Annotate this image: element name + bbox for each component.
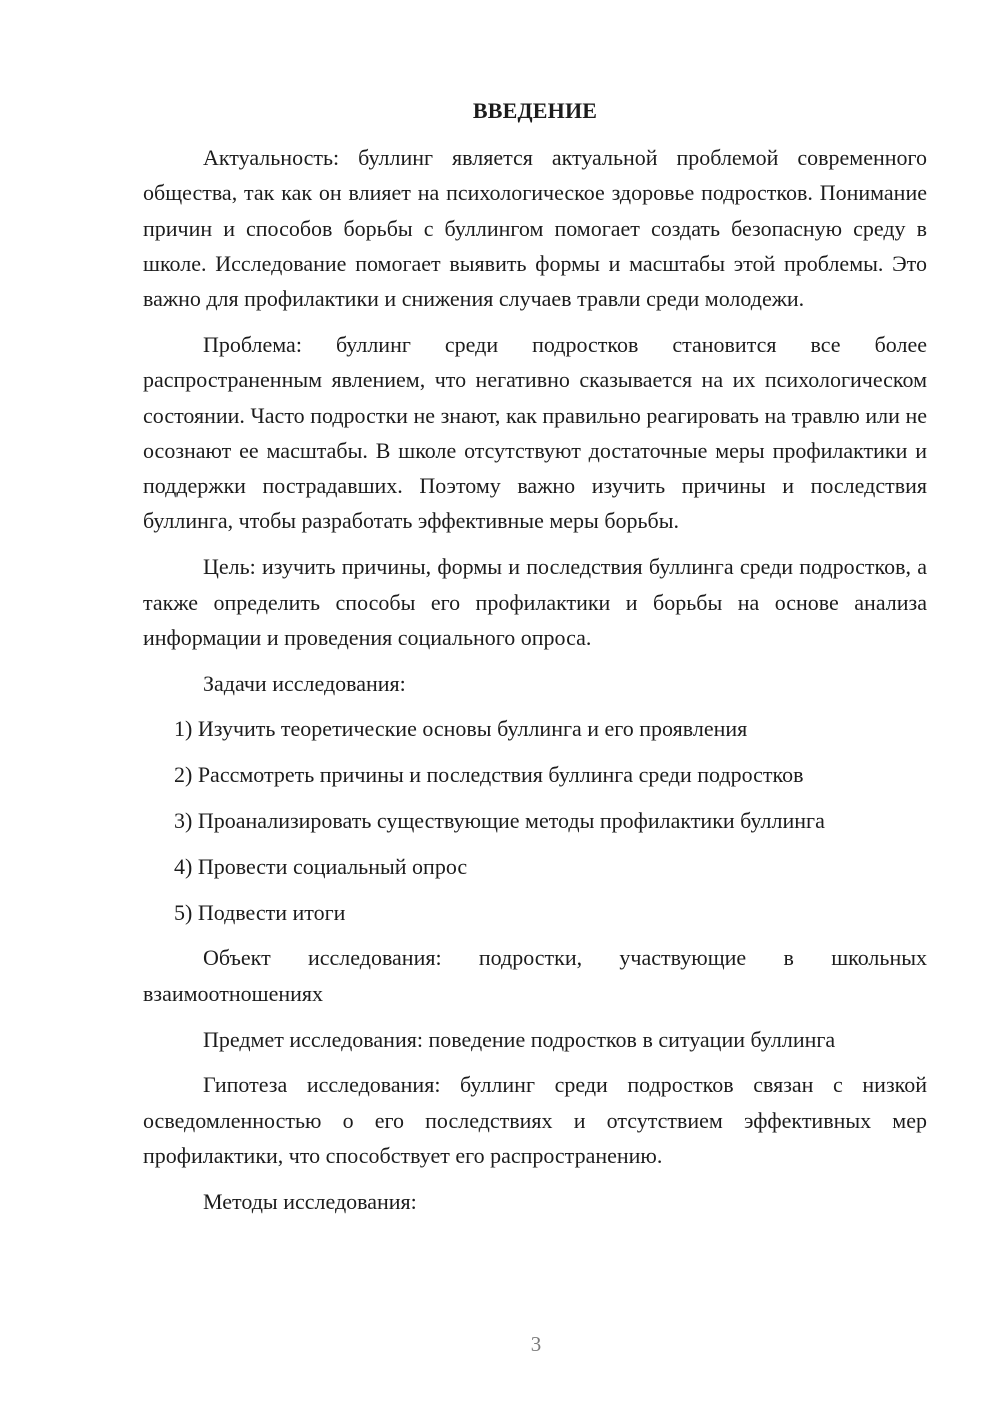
- paragraph-problem: Проблема: буллинг среди подростков становится все более распространенным явлением, что негативно сказывается на их психологическом состоянии. Часто подростки не знают, как правильно реагировать на травлю или не осознают ее масштабы. В школе отсутствуют достаточные меры профилактики и поддержки пострадавших. Поэтому важно изучить причины и последствия буллинга, чтобы разработать эффективные меры борьбы.: [143, 331, 927, 534]
- page-title: ВВЕДЕНИЕ: [472, 98, 598, 123]
- page-number: 3: [530, 1332, 542, 1356]
- task-item-2: 2) Рассмотреть причины и последствия буллинга среди подростков: [174, 762, 804, 788]
- tasks-list: [143, 711, 927, 929]
- task-item-3: 3) Проанализировать существующие методы профилактики буллинга: [174, 808, 825, 834]
- paragraph-subject: Предмет исследования: поведение подростков в ситуации буллинга: [203, 1026, 836, 1052]
- task-item-1: 1) Изучить теоретические основы буллинга и его проявления: [174, 716, 748, 742]
- paragraph-methods: Методы исследования:: [203, 1188, 417, 1214]
- page-content: [143, 94, 927, 1219]
- paragraph-goal: Цель: изучить причины, формы и последствия буллинга среди подростков, а также определить способы его профилактики и борьбы на основе анализа информации и проведения социального опроса.: [143, 554, 927, 650]
- paragraph-object: Объект исследования: подростки, участвующие в школьных взаимоотношениях: [143, 945, 927, 1006]
- task-item-5: 5) Подвести итоги: [174, 899, 346, 925]
- task-item-4: 4) Провести социальный опрос: [174, 853, 468, 879]
- paragraph-hypothesis: Гипотеза исследования: буллинг среди подростков связан с низкой осведомленностью о его последствиях и отсутствием эффективных мер профилактики, что способствует его распространению.: [143, 1072, 927, 1168]
- paragraph-relevance: Актуальность: буллинг является актуальной проблемой современного общества, так как он влияет на психологическое здоровье подростков. Понимание причин и способов борьбы с буллингом помогает создать безопасную среду в школе. Исследование помогает выявить формы и масштабы этой проблемы. Это важно для профилактики и снижения случаев травли среди молодежи.: [143, 145, 927, 312]
- paragraph-tasks-heading: Задачи исследования:: [203, 670, 406, 696]
